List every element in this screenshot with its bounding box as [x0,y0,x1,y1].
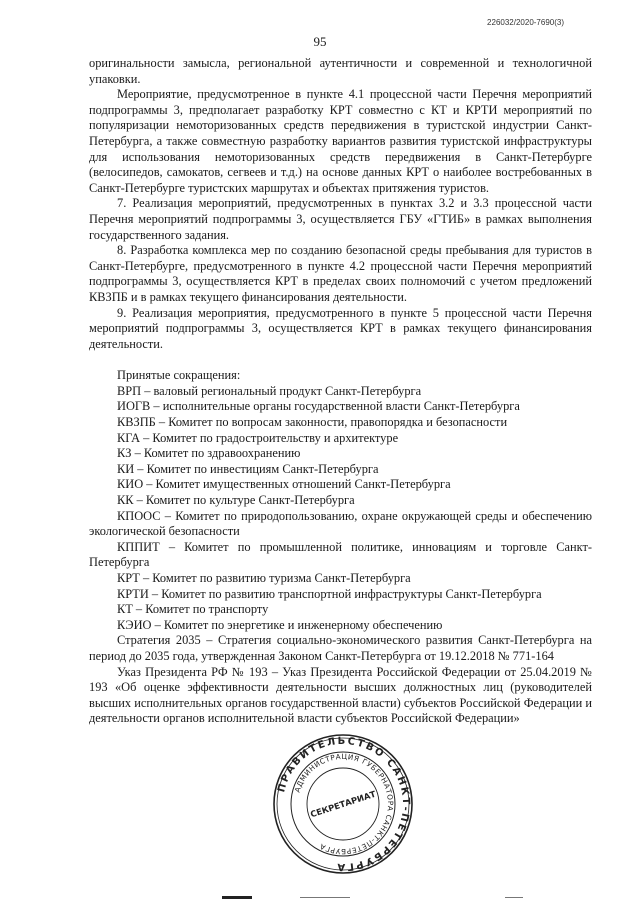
abbreviation-item: ВРП – валовый региональный продукт Санкт-Петербурга [117,383,422,398]
abbreviation-item: ИОГВ – исполнительные органы государственной власти Санкт-Петербурга [117,399,520,414]
document-id: 226032/2020-7690(3) [487,18,564,27]
abbreviation-item: КК – Комитет по культуре Санкт-Петербурга [117,493,355,508]
abbreviation-item: КИ – Комитет по инвестициям Санкт-Петербурга [117,461,379,476]
paragraph: 9. Реализация мероприятия, предусмотренного в пункте 5 процессной части Перечня мероприятий подпрограммы 3, осуществляется КРТ в рамках текущего финансирования деятельности. [89,305,592,351]
abbreviation-item: КВЗПБ – Комитет по вопросам законности, правопорядка и безопасности [117,415,508,430]
abbreviation-item: КГА – Комитет по градостроительству и архитектуре [117,430,399,445]
abbreviation-item: КЗ – Комитет по здравоохранению [117,446,301,461]
paragraph: Мероприятие, предусмотренное в пункте 4.1 процессной части Перечня мероприятий подпрограммы 3, предполагает разработку КРТ совместно с КТ и КРТИ мероприятий по популяризации немоторизованных средств передвижения в туристской индустрии Санкт-Петербурга, а также совместную разработку вариантов развития туристской инфраструктуры для использования немоторизованных средств передвижения в Санкт-Петербурге (велосипедов, самокатов, сегвеев и т.д.) на основе данных КРТ о наиболее востребованных в Санкт-Петербурге туристских маршрутах и объектах притяжения туристов. [89,87,592,195]
abbreviation-item: Стратегия 2035 – Стратегия социально-экономического развития Санкт-Петербурга на период до 2035 года, утвержденная Законом Санкт-Петербурга от 19.12.2018 № 771-164 [89,633,592,663]
abbreviation-item: КИО – Комитет имущественных отношений Санкт-Петербурга [117,477,451,492]
page-number: 95 [313,34,327,49]
abbreviation-item: КЭИО – Комитет по энергетике и инженерному обеспечению [117,617,443,632]
paragraph: 7. Реализация мероприятий, предусмотренных в пунктах 3.2 и 3.3 процессной части Перечня мероприятий подпрограммы 3, осуществляется ГБУ «ГТИБ» в рамках выполнения государственного задания. [89,196,592,242]
scan-edge-marks [0,893,640,901]
abbreviation-item: Указ Президента РФ № 193 – Указ Президента Российской Федерации от 25.04.2019 № 193 «Об оценке эффективности деятельности высших должностных лиц (руководителей высших исполнительных органов государственной власти) субъектов Российской Федерации и деятельности органов исполнительной власти субъектов Российской Федерации» [89,664,592,726]
abbreviation-item: КППИТ – Комитет по промышленной политике, инновациям и торговле Санкт-Петербурга [89,539,592,570]
abbreviation-item: КРТ – Комитет по развитию туризма Санкт-Петербурга [117,571,411,585]
secretariat-stamp [272,733,414,875]
stamp-center-text: СЕКРЕТАРИАТ [309,788,377,820]
stamp-outer-text: ПРАВИТЕЛЬСТВО САНКТ-ПЕТЕРБУРГА [276,735,412,873]
abbreviation-item: КРТИ – Комитет по развитию транспортной инфраструктуры Санкт-Петербурга [117,586,542,601]
abbreviation-item: КТ – Комитет по транспорту [117,602,269,617]
paragraph: оригинальности замысла, региональной аутентичности и современной и технологичной упаковки. [89,56,592,86]
paragraph: 8. Разработка комплекса мер по созданию безопасной среды пребывания для туристов в Санкт-Петербурге, предусмотренного в пункте 4.2 процессной части Перечня мероприятий подпрограммы 3, осуществляется КРТ в пределах своих полномочий с учетом предложений КВЗПБ и в рамках текущего финансирования деятельности. [89,243,592,304]
abbreviations-title: Принятые сокращения: [117,368,241,383]
document-body [89,56,592,727]
stamp-inner-text: АДМИНИСТРАЦИЯ ГУБЕРНАТОРА САНКТ-ПЕТЕРБУРГА [292,751,396,857]
abbreviation-item: КПООС – Комитет по природопользованию, охране окружающей среды и обеспечению экологической безопасности [89,508,592,539]
